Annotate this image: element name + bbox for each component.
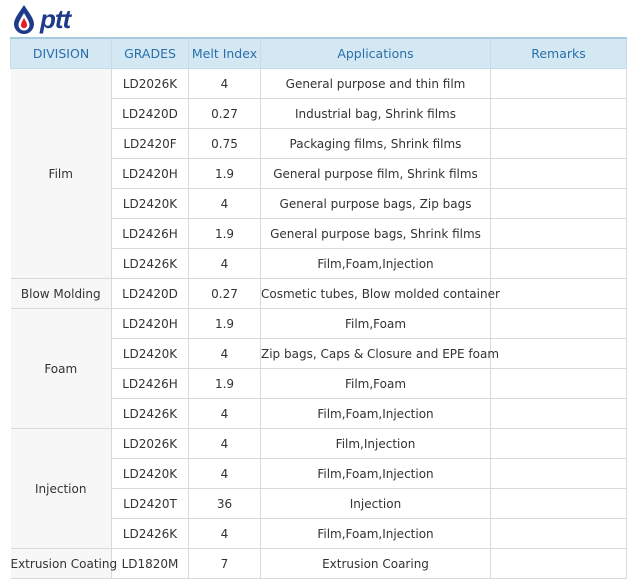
remarks-cell: [491, 99, 627, 129]
grade-cell: LD2426H: [112, 369, 189, 399]
melt-index-cell: 0.27: [189, 279, 261, 309]
applications-cell: Extrusion Coaring: [261, 549, 491, 579]
melt-index-cell: 36: [189, 489, 261, 519]
remarks-cell: [491, 159, 627, 189]
applications-cell: Film,Foam,Injection: [261, 459, 491, 489]
table-row: [11, 279, 627, 309]
grade-cell: LD2420D: [112, 279, 189, 309]
grade-cell: LD2026K: [112, 69, 189, 99]
melt-index-cell: 1.9: [189, 159, 261, 189]
remarks-cell: [491, 189, 627, 219]
grade-cell: LD2420K: [112, 459, 189, 489]
grade-cell: LD2420F: [112, 129, 189, 159]
grade-cell: LD2026K: [112, 429, 189, 459]
logo-text: ptt: [40, 4, 71, 34]
applications-cell: Packaging films, Shrink films: [261, 129, 491, 159]
remarks-cell: [491, 219, 627, 249]
division-cell: Extrusion Coating: [11, 549, 112, 579]
applications-cell: General purpose bags, Shrink films: [261, 219, 491, 249]
applications-cell: Film,Foam,Injection: [261, 519, 491, 549]
division-cell: Injection: [11, 429, 112, 549]
table-row: [11, 549, 627, 579]
remarks-cell: [491, 249, 627, 279]
table-row: [11, 429, 627, 459]
remarks-cell: [491, 279, 627, 309]
applications-cell: Film,Foam: [261, 369, 491, 399]
table-row: [11, 69, 627, 99]
applications-cell: General purpose film, Shrink films: [261, 159, 491, 189]
remarks-cell: [491, 459, 627, 489]
flame-drop-icon: [12, 4, 36, 34]
grade-cell: LD2426K: [112, 399, 189, 429]
melt-index-cell: 7: [189, 549, 261, 579]
remarks-cell: [491, 549, 627, 579]
melt-index-cell: 0.27: [189, 99, 261, 129]
grade-cell: LD2420H: [112, 309, 189, 339]
remarks-cell: [491, 429, 627, 459]
applications-cell: Zip bags, Caps & Closure and EPE foam: [261, 339, 491, 369]
division-cell: Foam: [11, 309, 112, 429]
melt-index-cell: 4: [189, 189, 261, 219]
remarks-cell: [491, 399, 627, 429]
grade-cell: LD2420D: [112, 99, 189, 129]
melt-index-cell: 1.9: [189, 369, 261, 399]
remarks-cell: [491, 339, 627, 369]
table-row: [11, 309, 627, 339]
melt-index-cell: 4: [189, 519, 261, 549]
melt-index-cell: 4: [189, 429, 261, 459]
grade-cell: LD2420H: [112, 159, 189, 189]
header-remarks: Remarks: [491, 38, 627, 69]
applications-cell: General purpose bags, Zip bags: [261, 189, 491, 219]
header-melt-index: Melt Index: [189, 38, 261, 69]
melt-index-cell: 1.9: [189, 309, 261, 339]
applications-cell: Film,Foam,Injection: [261, 249, 491, 279]
grade-cell: LD2426K: [112, 249, 189, 279]
remarks-cell: [491, 369, 627, 399]
grade-cell: LD2426K: [112, 519, 189, 549]
remarks-cell: [491, 129, 627, 159]
header-applications: Applications: [261, 38, 491, 69]
applications-cell: Film,Foam,Injection: [261, 399, 491, 429]
division-cell: Film: [11, 69, 112, 279]
melt-index-cell: 4: [189, 339, 261, 369]
applications-cell: Film,Injection: [261, 429, 491, 459]
melt-index-cell: 0.75: [189, 129, 261, 159]
applications-cell: Industrial bag, Shrink films: [261, 99, 491, 129]
division-cell: Blow Molding: [11, 279, 112, 309]
ptt-logo: [12, 4, 70, 34]
table-body: [11, 69, 627, 579]
melt-index-cell: 1.9: [189, 219, 261, 249]
header-division: DIVISION: [11, 38, 112, 69]
melt-index-cell: 4: [189, 69, 261, 99]
grades-table: [10, 37, 627, 579]
grade-cell: LD1820M: [112, 549, 189, 579]
applications-cell: Cosmetic tubes, Blow molded container: [261, 279, 491, 309]
melt-index-cell: 4: [189, 399, 261, 429]
remarks-cell: [491, 489, 627, 519]
grade-cell: LD2420K: [112, 189, 189, 219]
grade-cell: LD2420T: [112, 489, 189, 519]
applications-cell: Film,Foam: [261, 309, 491, 339]
grade-cell: LD2426H: [112, 219, 189, 249]
table-header-row: [11, 38, 627, 69]
header-grades: GRADES: [112, 38, 189, 69]
applications-cell: Injection: [261, 489, 491, 519]
applications-cell: General purpose and thin film: [261, 69, 491, 99]
melt-index-cell: 4: [189, 249, 261, 279]
remarks-cell: [491, 519, 627, 549]
melt-index-cell: 4: [189, 459, 261, 489]
remarks-cell: [491, 309, 627, 339]
grade-cell: LD2420K: [112, 339, 189, 369]
remarks-cell: [491, 69, 627, 99]
